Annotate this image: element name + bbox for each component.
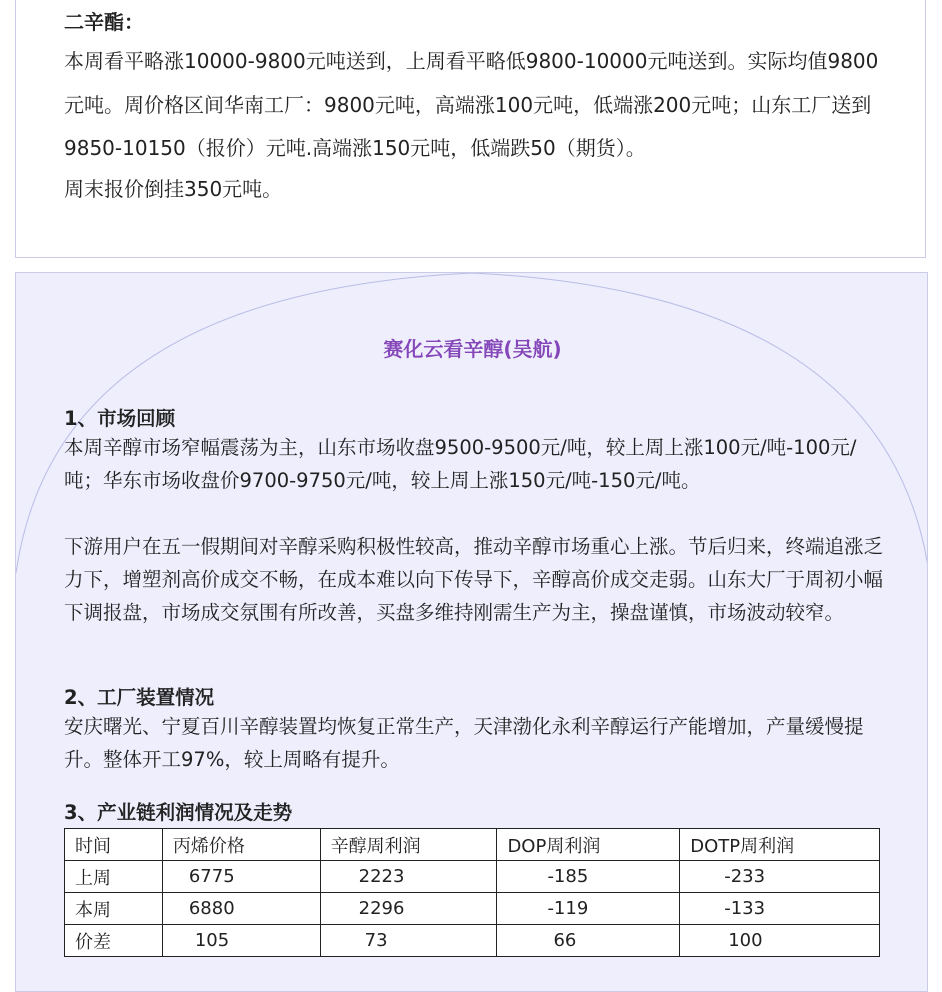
plant-status-paragraph: 安庆曙光、宁夏百川辛醇装置均恢复正常生产，天津渤化永利辛醇运行产能增加，产量缓慢提升。整体开工97%，较上周略有提升。 [64,715,864,771]
table-cell: 2296 [320,893,497,925]
heading-market-review: 1、市场回顾 [64,407,176,430]
table-row [65,925,880,957]
top-card-title: 二辛酯： [64,10,144,34]
table-cell: 6775 [162,861,320,893]
table-row [65,861,880,893]
table-header-cell: 丙烯价格 [162,829,320,861]
table-header-cell: 辛醇周利润 [320,829,497,861]
section-title: 赛化云看辛醇(吴航) [383,337,562,361]
profit-table [64,828,880,957]
table-cell: -185 [497,861,680,893]
table-cell: 66 [497,925,680,957]
table-header-cell: 时间 [65,829,163,861]
table-cell: 价差 [65,925,163,957]
table-cell: -233 [680,861,880,893]
heading-plant-status: 2、工厂装置情况 [64,686,215,709]
table-row [65,893,880,925]
market-review-paragraph-2: 下游用户在五一假期间对辛醇采购积极性较高，推动辛醇市场重心上涨。节后归来，终端追涨乏力下，增塑剂高价成交不畅，在成本难以向下传导下，辛醇高价成交走弱。山东大厂于周初小幅下调报盘，市场成交氛围有所改善，买盘多维持刚需生产为主，操盘谨慎，市场波动较窄。 [64,535,884,624]
table-cell: -119 [497,893,680,925]
table-cell: 上周 [65,861,163,893]
table-cell: 100 [680,925,880,957]
table-cell: 2223 [320,861,497,893]
heading-profit-trend: 3、产业链利润情况及走势 [64,801,293,824]
top-card-paragraph: 本周看平略涨10000-9800元吨送到，上周看平略低9800-10000元吨送到。实际均值9800元吨。周价格区间华南工厂：9800元吨，高端涨100元吨，低端涨200元吨；山东工厂送到9850-10150（报价）元吨.高端涨150元吨，低端跌50（期货）。 [64,49,879,160]
top-card [15,0,926,258]
top-card-tail: 周末报价倒挂350元吨。 [64,177,283,201]
bottom-card [15,272,928,992]
table-cell: 6880 [162,893,320,925]
table-header-cell: DOTP周利润 [680,829,880,861]
table-header-cell: DOP周利润 [497,829,680,861]
table-cell: -133 [680,893,880,925]
table-cell: 本周 [65,893,163,925]
table-cell: 105 [162,925,320,957]
table-cell: 73 [320,925,497,957]
market-review-paragraph-1: 本周辛醇市场窄幅震荡为主，山东市场收盘9500-9500元/吨，较上周上涨100元/吨-100元/吨；华东市场收盘价9700-9750元/吨，较上周上涨150元/吨-150元/吨。 [64,436,857,492]
table-header-row [65,829,880,861]
